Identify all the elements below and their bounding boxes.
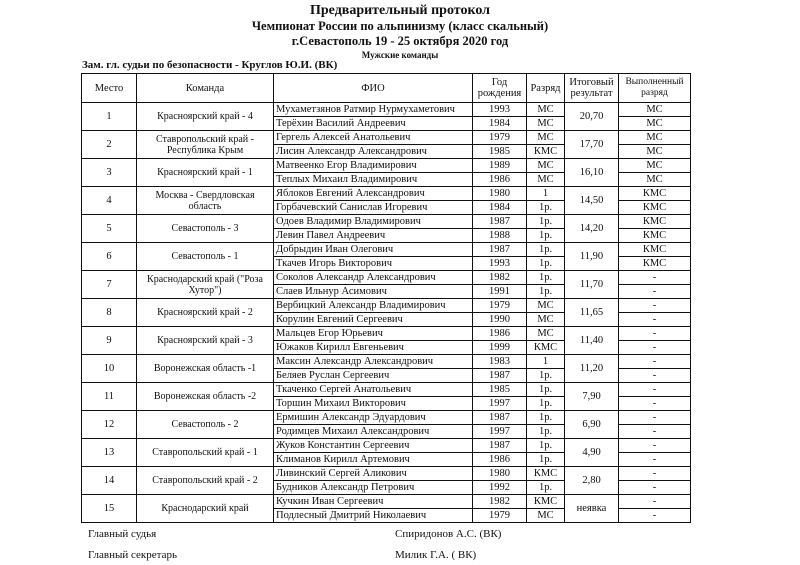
team-cell: Москва - Свердловская область bbox=[137, 187, 274, 215]
protocol-title: Предварительный протокол bbox=[309, 3, 491, 18]
col-header-team: Команда bbox=[137, 74, 274, 103]
team-cell: Краснодарский край bbox=[137, 495, 274, 523]
done-rank-cell: МС bbox=[619, 131, 691, 145]
result-cell: 17,70 bbox=[565, 131, 619, 159]
athlete-name-cell: Кучкин Иван Сергеевич bbox=[274, 495, 473, 509]
place-cell: 12 bbox=[82, 411, 137, 439]
place-cell: 9 bbox=[82, 327, 137, 355]
athlete-name-cell: Ливинский Сергей Аликович bbox=[274, 467, 473, 481]
result-cell: 7,90 bbox=[565, 383, 619, 411]
athlete-name-cell: Левин Павел Андреевич bbox=[274, 229, 473, 243]
result-cell: 11,20 bbox=[565, 355, 619, 383]
done-rank-cell: - bbox=[619, 327, 691, 341]
table-row bbox=[82, 187, 691, 201]
place-cell: 4 bbox=[82, 187, 137, 215]
team-cell: Севастополь - 1 bbox=[137, 243, 274, 271]
rank-cell: МС bbox=[527, 327, 565, 341]
rank-cell: 1р. bbox=[527, 439, 565, 453]
place-cell: 11 bbox=[82, 383, 137, 411]
rank-cell: КМС bbox=[527, 145, 565, 159]
birth-year-cell: 1985 bbox=[473, 145, 527, 159]
rank-cell: 1р. bbox=[527, 271, 565, 285]
table-row bbox=[82, 383, 691, 397]
table-row bbox=[82, 215, 691, 229]
athlete-name-cell: Терёхин Василий Андреевич bbox=[274, 117, 473, 131]
rank-cell: 1р. bbox=[527, 425, 565, 439]
birth-year-cell: 1979 bbox=[473, 509, 527, 523]
athlete-name-cell: Мухаметзянов Ратмир Нурмухаметович bbox=[274, 103, 473, 117]
place-cell: 1 bbox=[82, 103, 137, 131]
done-rank-cell: - bbox=[619, 271, 691, 285]
birth-year-cell: 1991 bbox=[473, 285, 527, 299]
birth-year-cell: 1993 bbox=[473, 103, 527, 117]
athlete-name-cell: Жуков Константин Сергеевич bbox=[274, 439, 473, 453]
done-rank-cell: - bbox=[619, 481, 691, 495]
done-rank-cell: - bbox=[619, 425, 691, 439]
rank-cell: МС bbox=[527, 117, 565, 131]
done-rank-cell: - bbox=[619, 439, 691, 453]
result-cell: 20,70 bbox=[565, 103, 619, 131]
rank-cell: 1 bbox=[527, 355, 565, 369]
team-cell: Краснодарский край ("Роза Хутор") bbox=[137, 271, 274, 299]
done-rank-cell: - bbox=[619, 313, 691, 327]
rank-cell: 1 bbox=[527, 187, 565, 201]
team-cell: Красноярский край - 1 bbox=[137, 159, 274, 187]
rank-cell: КМС bbox=[527, 467, 565, 481]
chief-secretary-name: Милик Г.А. ( ВК) bbox=[395, 549, 477, 561]
rank-cell: 1р. bbox=[527, 229, 565, 243]
col-header-done-rank: Выполненный разряд bbox=[619, 74, 691, 103]
team-cell: Ставропольский край - 1 bbox=[137, 439, 274, 467]
done-rank-cell: КМС bbox=[619, 257, 691, 271]
birth-year-cell: 1984 bbox=[473, 117, 527, 131]
result-cell: 11,90 bbox=[565, 243, 619, 271]
place-cell: 14 bbox=[82, 467, 137, 495]
done-rank-cell: - bbox=[619, 299, 691, 313]
location-date: г.Севастополь 19 - 25 октября 2020 год bbox=[291, 34, 509, 48]
team-cell: Ставропольский край - Республика Крым bbox=[137, 131, 274, 159]
athlete-name-cell: Южаков Кирилл Евгеньевич bbox=[274, 341, 473, 355]
athlete-name-cell: Ткаченко Сергей Анатольевич bbox=[274, 383, 473, 397]
team-cell: Ставропольский край - 2 bbox=[137, 467, 274, 495]
rank-cell: МС bbox=[527, 299, 565, 313]
table-row bbox=[82, 439, 691, 453]
table-row bbox=[82, 355, 691, 369]
team-cell: Красноярский край - 3 bbox=[137, 327, 274, 355]
results-body bbox=[82, 103, 691, 523]
birth-year-cell: 1986 bbox=[473, 327, 527, 341]
chief-judge-label: Главный судья bbox=[88, 528, 157, 540]
birth-year-cell: 1987 bbox=[473, 411, 527, 425]
done-rank-cell: КМС bbox=[619, 187, 691, 201]
place-cell: 15 bbox=[82, 495, 137, 523]
athlete-name-cell: Ткачев Игорь Викторович bbox=[274, 257, 473, 271]
col-header-name: ФИО bbox=[274, 74, 473, 103]
rank-cell: МС bbox=[527, 313, 565, 327]
safety-judge-line: Зам. гл. судьи по безопасности - Круглов Ю.И. (ВК) bbox=[82, 59, 338, 71]
rank-cell: 1р. bbox=[527, 201, 565, 215]
place-cell: 10 bbox=[82, 355, 137, 383]
rank-cell: 1р. bbox=[527, 481, 565, 495]
birth-year-cell: 1989 bbox=[473, 159, 527, 173]
col-header-result: Итоговый результат bbox=[565, 74, 619, 103]
athlete-name-cell: Соколов Александр Александрович bbox=[274, 271, 473, 285]
team-cell: Севастополь - 3 bbox=[137, 215, 274, 243]
place-cell: 2 bbox=[82, 131, 137, 159]
birth-year-cell: 1980 bbox=[473, 187, 527, 201]
result-cell: 11,70 bbox=[565, 271, 619, 299]
done-rank-cell: - bbox=[619, 495, 691, 509]
result-cell: 4,90 bbox=[565, 439, 619, 467]
birth-year-cell: 1982 bbox=[473, 271, 527, 285]
done-rank-cell: - bbox=[619, 355, 691, 369]
result-cell: 2,80 bbox=[565, 467, 619, 495]
table-header-row bbox=[82, 74, 691, 103]
col-header-rank: Разряд bbox=[527, 74, 565, 103]
athlete-name-cell: Корулин Евгений Сергеевич bbox=[274, 313, 473, 327]
chief-secretary-label: Главный секретарь bbox=[88, 549, 177, 561]
athlete-name-cell: Лисин Александр Александрович bbox=[274, 145, 473, 159]
table-row bbox=[82, 159, 691, 173]
done-rank-cell: - bbox=[619, 397, 691, 411]
birth-year-cell: 1997 bbox=[473, 425, 527, 439]
athlete-name-cell: Слаев Ильнур Асимович bbox=[274, 285, 473, 299]
table-row bbox=[82, 131, 691, 145]
rank-cell: 1р. bbox=[527, 243, 565, 257]
championship-title: Чемпионат России по альпинизму (класс скальный) bbox=[251, 19, 549, 33]
category-label: Мужские команды bbox=[361, 50, 439, 60]
done-rank-cell: - bbox=[619, 467, 691, 481]
birth-year-cell: 1982 bbox=[473, 495, 527, 509]
athlete-name-cell: Беляев Руслан Сергеевич bbox=[274, 369, 473, 383]
athlete-name-cell: Родимцев Михаил Александрович bbox=[274, 425, 473, 439]
rank-cell: МС bbox=[527, 103, 565, 117]
done-rank-cell: - bbox=[619, 341, 691, 355]
results-table bbox=[81, 73, 691, 523]
done-rank-cell: МС bbox=[619, 159, 691, 173]
place-cell: 7 bbox=[82, 271, 137, 299]
done-rank-cell: КМС bbox=[619, 215, 691, 229]
athlete-name-cell: Будников Александр Петрович bbox=[274, 481, 473, 495]
table-row bbox=[82, 243, 691, 257]
table-row bbox=[82, 271, 691, 285]
result-cell: 16,10 bbox=[565, 159, 619, 187]
birth-year-cell: 1990 bbox=[473, 313, 527, 327]
rank-cell: 1р. bbox=[527, 397, 565, 411]
done-rank-cell: - bbox=[619, 509, 691, 523]
athlete-name-cell: Добрыдин Иван Олегович bbox=[274, 243, 473, 257]
done-rank-cell: - bbox=[619, 411, 691, 425]
rank-cell: 1р. bbox=[527, 257, 565, 271]
table-row bbox=[82, 103, 691, 117]
birth-year-cell: 1980 bbox=[473, 467, 527, 481]
result-cell: 14,20 bbox=[565, 215, 619, 243]
place-cell: 8 bbox=[82, 299, 137, 327]
done-rank-cell: МС bbox=[619, 117, 691, 131]
birth-year-cell: 1986 bbox=[473, 453, 527, 467]
result-cell: 14,50 bbox=[565, 187, 619, 215]
result-cell: неявка bbox=[565, 495, 619, 523]
done-rank-cell: - bbox=[619, 453, 691, 467]
athlete-name-cell: Одоев Владимир Владимирович bbox=[274, 215, 473, 229]
rank-cell: МС bbox=[527, 173, 565, 187]
team-cell: Красноярский край - 4 bbox=[137, 103, 274, 131]
chief-judge-name: Спиридонов А.С. (ВК) bbox=[395, 528, 502, 540]
result-cell: 11,65 bbox=[565, 299, 619, 327]
rank-cell: 1р. bbox=[527, 285, 565, 299]
birth-year-cell: 1985 bbox=[473, 383, 527, 397]
birth-year-cell: 1988 bbox=[473, 229, 527, 243]
birth-year-cell: 1993 bbox=[473, 257, 527, 271]
rank-cell: КМС bbox=[527, 495, 565, 509]
done-rank-cell: МС bbox=[619, 173, 691, 187]
done-rank-cell: - bbox=[619, 369, 691, 383]
rank-cell: 1р. bbox=[527, 453, 565, 467]
rank-cell: МС bbox=[527, 159, 565, 173]
table-row bbox=[82, 327, 691, 341]
athlete-name-cell: Гергель Алексей Анатольевич bbox=[274, 131, 473, 145]
place-cell: 13 bbox=[82, 439, 137, 467]
result-cell: 11,40 bbox=[565, 327, 619, 355]
team-cell: Воронежская область -2 bbox=[137, 383, 274, 411]
athlete-name-cell: Подлесный Дмитрий Николаевич bbox=[274, 509, 473, 523]
athlete-name-cell: Яблоков Евгений Александрович bbox=[274, 187, 473, 201]
birth-year-cell: 1987 bbox=[473, 243, 527, 257]
done-rank-cell: МС bbox=[619, 103, 691, 117]
birth-year-cell: 1979 bbox=[473, 131, 527, 145]
table-row bbox=[82, 467, 691, 481]
place-cell: 5 bbox=[82, 215, 137, 243]
done-rank-cell: - bbox=[619, 285, 691, 299]
team-cell: Севастополь - 2 bbox=[137, 411, 274, 439]
rank-cell: 1р. bbox=[527, 383, 565, 397]
rank-cell: МС bbox=[527, 131, 565, 145]
done-rank-cell: КМС bbox=[619, 201, 691, 215]
birth-year-cell: 1986 bbox=[473, 173, 527, 187]
birth-year-cell: 1992 bbox=[473, 481, 527, 495]
birth-year-cell: 1979 bbox=[473, 299, 527, 313]
team-cell: Красноярский край - 2 bbox=[137, 299, 274, 327]
athlete-name-cell: Теплых Михаил Владимирович bbox=[274, 173, 473, 187]
rank-cell: 1р. bbox=[527, 215, 565, 229]
place-cell: 6 bbox=[82, 243, 137, 271]
birth-year-cell: 1987 bbox=[473, 369, 527, 383]
col-header-place: Место bbox=[82, 74, 137, 103]
done-rank-cell: КМС bbox=[619, 229, 691, 243]
birth-year-cell: 1987 bbox=[473, 439, 527, 453]
done-rank-cell: МС bbox=[619, 145, 691, 159]
birth-year-cell: 1997 bbox=[473, 397, 527, 411]
table-row bbox=[82, 411, 691, 425]
birth-year-cell: 1987 bbox=[473, 215, 527, 229]
birth-year-cell: 1999 bbox=[473, 341, 527, 355]
athlete-name-cell: Климанов Кирилл Артемович bbox=[274, 453, 473, 467]
team-cell: Воронежская область -1 bbox=[137, 355, 274, 383]
athlete-name-cell: Ермишин Александр Эдуардович bbox=[274, 411, 473, 425]
col-header-year: Год рождения bbox=[473, 74, 527, 103]
place-cell: 3 bbox=[82, 159, 137, 187]
rank-cell: МС bbox=[527, 509, 565, 523]
done-rank-cell: - bbox=[619, 383, 691, 397]
athlete-name-cell: Мальцев Егор Юрьевич bbox=[274, 327, 473, 341]
table-row bbox=[82, 495, 691, 509]
athlete-name-cell: Максин Александр Александрович bbox=[274, 355, 473, 369]
athlete-name-cell: Торшин Михаил Викторович bbox=[274, 397, 473, 411]
rank-cell: 1р. bbox=[527, 369, 565, 383]
rank-cell: 1р. bbox=[527, 411, 565, 425]
athlete-name-cell: Горбачевский Санислав Игоревич bbox=[274, 201, 473, 215]
result-cell: 6,90 bbox=[565, 411, 619, 439]
done-rank-cell: КМС bbox=[619, 243, 691, 257]
rank-cell: КМС bbox=[527, 341, 565, 355]
birth-year-cell: 1984 bbox=[473, 201, 527, 215]
athlete-name-cell: Матвеенко Егор Владимирович bbox=[274, 159, 473, 173]
athlete-name-cell: Вербицкий Александр Владимирович bbox=[274, 299, 473, 313]
birth-year-cell: 1983 bbox=[473, 355, 527, 369]
table-row bbox=[82, 299, 691, 313]
